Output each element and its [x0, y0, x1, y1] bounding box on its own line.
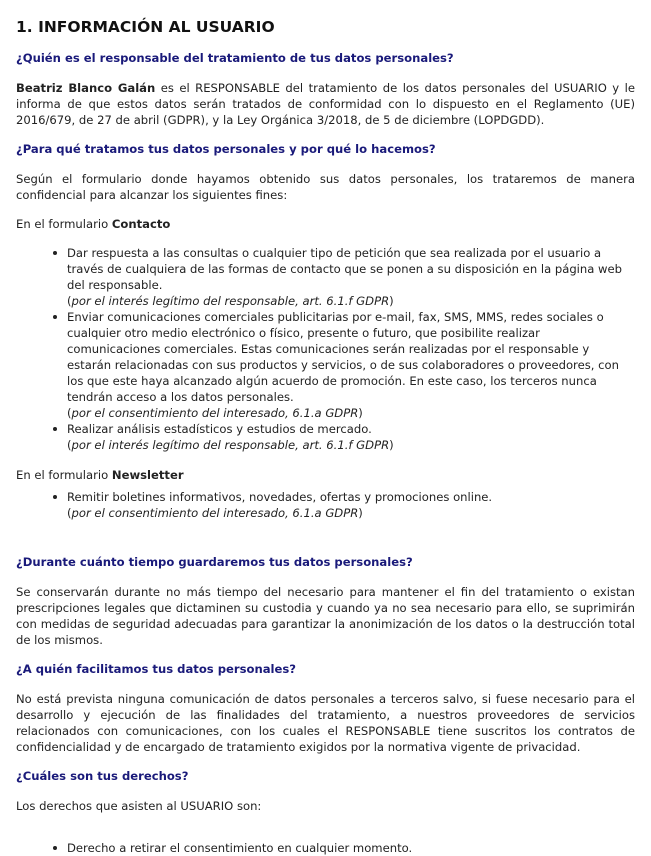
question-recipients: ¿A quién facilitamos tus datos personales?	[16, 662, 297, 676]
rights-intro: Los derechos que asisten al USUARIO son:	[16, 799, 262, 813]
form-name-newsletter: Newsletter	[111, 468, 184, 482]
form-label-newsletter: En el formulario Newsletter	[16, 468, 184, 482]
question-rights: ¿Cuáles son tus derechos?	[16, 769, 189, 783]
legal-basis: por el consentimiento del interesado, 6.1.a GDPR	[71, 406, 359, 420]
list-item: Remitir boletines informativos, novedades, ofertas y promociones online. (por el consentimiento del interesado, 6.1.a GDPR)	[53, 489, 635, 521]
recipients-paragraph: No está prevista ninguna comunicación de datos personales a terceros salvo, si fuese necesario para el desarrollo y ejecución de las finalidades del tratamiento, a nuestros proveedores de servicios relacionados con comunicaciones, con los cuales el RESPONSABLE tiene suscritos los contratos de confidencialidad y de encargado de tratamiento exigidos por la normativa vigente de privacidad.	[16, 692, 635, 754]
purpose-intro: Según el formulario donde hayamos obtenido sus datos personales, los trataremos de manera confidencial para alcanzar los siguientes fines:	[16, 172, 635, 202]
responsible-paragraph	[16, 80, 635, 128]
list-item: Realizar análisis estadísticos y estudios de mercado. (por el interés legítimo del responsable, art. 6.1.f GDPR)	[53, 421, 635, 453]
question-retention: ¿Durante cuánto tiempo guardaremos tus datos personales?	[16, 555, 413, 569]
responsible-name: Beatriz Blanco Galán	[16, 81, 156, 95]
legal-basis: por el interés legítimo del responsable, art. 6.1.f GDPR	[71, 438, 390, 452]
page-title: 1. INFORMACIÓN AL USUARIO	[16, 18, 275, 36]
form-name-contacto: Contacto	[111, 217, 171, 231]
list-item: Enviar comunicaciones comerciales publicitarias por e-mail, fax, SMS, MMS, redes sociales o cualquier otro medio electrónico o físico, presente o futuro, que posibilite realizar comunicaciones comerciales. Estas comunicaciones serán realizadas por el responsable y estarán relacionadas con sus productos y servicios, o de sus colaboradores o proveedores, con los que este haya alcanzado algún acuerdo de promoción. En este caso, los terceros nunca tendrán acceso a los datos personales. (por el consentimiento del interesado, 6.1.a GDPR)	[53, 309, 635, 421]
rights-list	[16, 840, 635, 856]
retention-paragraph: Se conservarán durante no más tiempo del necesario para mantener el fin del tratamiento o existan prescripciones legales que dictaminen su custodia y cuando ya no sea necesario para ello, se suprimirán con medidas de seguridad adecuadas para garantizar la anonimización de los datos o la destrucción total de los mismos.	[16, 585, 635, 647]
newsletter-purpose-list	[16, 489, 635, 521]
legal-basis: por el consentimiento del interesado, 6.1.a GDPR	[71, 506, 359, 520]
legal-basis: por el interés legítimo del responsable, art. 6.1.f GDPR	[71, 294, 390, 308]
list-item: Dar respuesta a las consultas o cualquier tipo de petición que sea realizada por el usuario a través de cualquiera de las formas de contacto que se ponen a su disposición en la página web del responsable. (por el interés legítimo del responsable, art. 6.1.f GDPR)	[53, 245, 635, 309]
contacto-purpose-list	[16, 245, 635, 453]
responsible-text: es el RESPONSABLE del tratamiento de los datos personales del USUARIO y le informa de que estos datos serán tratados de conformidad con lo dispuesto en el Reglamento (UE) 2016/679, de 27 de abril (GDPR), y la Ley Orgánica 3/2018, de 5 de diciembre (LOPDGDD).	[16, 81, 635, 127]
list-item: Derecho a retirar el consentimiento en cualquier momento.	[53, 840, 635, 856]
form-label-contacto: En el formulario Contacto	[16, 217, 171, 231]
question-responsible: ¿Quién es el responsable del tratamiento de tus datos personales?	[16, 51, 454, 65]
question-purpose: ¿Para qué tratamos tus datos personales y por qué lo hacemos?	[16, 142, 436, 156]
